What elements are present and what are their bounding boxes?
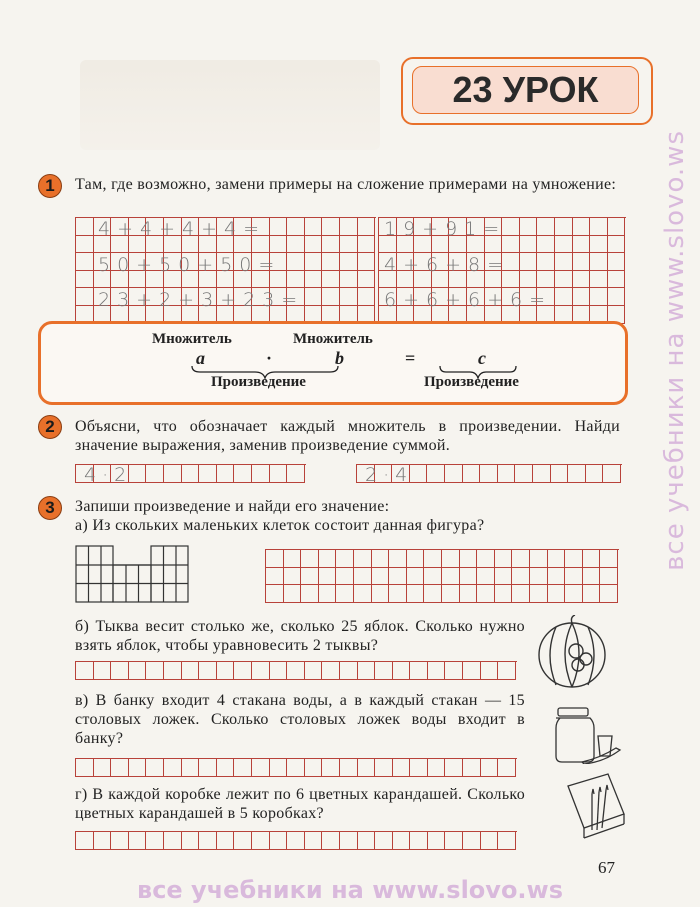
- grid-cell[interactable]: [498, 759, 516, 777]
- grid-cell[interactable]: [463, 465, 481, 483]
- grid-cell[interactable]: [129, 832, 147, 850]
- grid-cell[interactable]: [284, 550, 302, 568]
- grid-cell[interactable]: [164, 759, 182, 777]
- grid-cell[interactable]: [530, 550, 548, 568]
- grid-cell[interactable]: [481, 759, 499, 777]
- grid-cell[interactable]: [600, 550, 618, 568]
- grid-cell[interactable]: [319, 550, 337, 568]
- grid-cell[interactable]: [477, 550, 495, 568]
- task3-d: г) В каждой коробке лежит по 6 цветных карандашей. Сколько цветных карандашей в 5 коробках?: [75, 786, 525, 822]
- grid-cell[interactable]: [234, 759, 252, 777]
- grid-cell[interactable]: [498, 662, 516, 680]
- grid-cell[interactable]: [234, 465, 252, 483]
- rule-factor1: Множитель: [152, 331, 232, 347]
- grid-cell[interactable]: [301, 585, 319, 603]
- grid-cell[interactable]: [530, 585, 548, 603]
- grid-cell[interactable]: [477, 585, 495, 603]
- grid-cell[interactable]: [481, 832, 499, 850]
- grid-cell[interactable]: [428, 832, 446, 850]
- grid-cell[interactable]: [445, 832, 463, 850]
- grid-cell[interactable]: [424, 550, 442, 568]
- grid-cell[interactable]: [217, 759, 235, 777]
- grid-cell[interactable]: [199, 759, 217, 777]
- grid-cell[interactable]: [305, 832, 323, 850]
- page-number: 67: [598, 858, 615, 877]
- grid-cell[interactable]: [252, 832, 270, 850]
- grid-cell[interactable]: [427, 465, 445, 483]
- task1-left-row3: 23+2+3+23=: [98, 289, 305, 311]
- grid-cell[interactable]: [445, 759, 463, 777]
- grid-cell[interactable]: [600, 585, 618, 603]
- grid-cell[interactable]: [301, 550, 319, 568]
- grid-cell[interactable]: [234, 832, 252, 850]
- grid-cell[interactable]: [217, 662, 235, 680]
- grid-cell[interactable]: [94, 832, 112, 850]
- grid-cell[interactable]: [407, 568, 425, 586]
- grid-cell[interactable]: [182, 465, 200, 483]
- grid-cell[interactable]: [603, 465, 621, 483]
- lesson-word: УРОК: [502, 69, 599, 110]
- grid-cell[interactable]: [270, 832, 288, 850]
- grid-cell[interactable]: [445, 465, 463, 483]
- grid-cell[interactable]: [498, 832, 516, 850]
- rule-c: c: [478, 348, 486, 368]
- grid-cell[interactable]: [442, 585, 460, 603]
- task3-intro: Запиши произведение и найди его значение:: [75, 498, 390, 515]
- grid-cell[interactable]: [463, 662, 481, 680]
- grid-cell[interactable]: [287, 759, 305, 777]
- grid-cell[interactable]: [498, 465, 516, 483]
- grid-cell[interactable]: [460, 568, 478, 586]
- rule-b: b: [335, 348, 344, 368]
- grid-cell[interactable]: [217, 832, 235, 850]
- grid-cell[interactable]: [305, 662, 323, 680]
- grid-cell[interactable]: [164, 832, 182, 850]
- grid-cell[interactable]: [354, 585, 372, 603]
- grid-cell[interactable]: [252, 759, 270, 777]
- grid-cell[interactable]: [319, 585, 337, 603]
- grid-cell[interactable]: [565, 585, 583, 603]
- grid-cell[interactable]: [322, 832, 340, 850]
- grid-cell[interactable]: [375, 832, 393, 850]
- grid-cell[interactable]: [336, 568, 354, 586]
- grid-cell[interactable]: [583, 568, 601, 586]
- grid-cell[interactable]: [340, 759, 358, 777]
- grid-cell[interactable]: [305, 759, 323, 777]
- grid-cell[interactable]: [217, 465, 235, 483]
- grid-cell[interactable]: [442, 550, 460, 568]
- grid-cell[interactable]: [424, 568, 442, 586]
- grid-cell[interactable]: [146, 759, 164, 777]
- task2-expr2: 2·4: [365, 464, 414, 486]
- grid-cell[interactable]: [287, 832, 305, 850]
- grid-cell[interactable]: [182, 832, 200, 850]
- task2-text: Объясни, что обозначает каждый множитель в произведении. Найди значение выражения, заменив произведение суммой.: [75, 418, 620, 454]
- grid-cell[interactable]: [266, 550, 284, 568]
- pencil-box-illustration: [566, 770, 626, 840]
- grid-cell[interactable]: [481, 662, 499, 680]
- grid-cell[interactable]: [372, 550, 390, 568]
- grid-cell[interactable]: [372, 585, 390, 603]
- grid-cell[interactable]: [252, 662, 270, 680]
- grid-cell[interactable]: [495, 585, 513, 603]
- grid-cell[interactable]: [480, 465, 498, 483]
- watermark-bottom: все учебники на www.slovo.ws: [137, 876, 563, 904]
- grid-cell[interactable]: [372, 568, 390, 586]
- rule-product1: Произведение: [211, 374, 306, 390]
- rule-a: a: [196, 348, 205, 368]
- grid-cell[interactable]: [358, 832, 376, 850]
- rule-dot: ·: [266, 348, 273, 368]
- grid-cell[interactable]: [548, 568, 566, 586]
- grid-cell[interactable]: [375, 662, 393, 680]
- grid-cell[interactable]: [495, 568, 513, 586]
- grid-cell[interactable]: [600, 568, 618, 586]
- grid-cell[interactable]: [512, 568, 530, 586]
- grid-cell[interactable]: [111, 832, 129, 850]
- grid-cell[interactable]: [340, 832, 358, 850]
- grid-cell[interactable]: [287, 662, 305, 680]
- rule-equals: =: [405, 348, 416, 368]
- grid-cell[interactable]: [129, 662, 147, 680]
- grid-cell[interactable]: [445, 662, 463, 680]
- grid-cell[interactable]: [463, 759, 481, 777]
- grid-cell[interactable]: [284, 568, 302, 586]
- grid-cell[interactable]: [146, 832, 164, 850]
- grid-cell[interactable]: [358, 662, 376, 680]
- task3-c: в) В банку входит 4 стакана воды, а в каждый стакан — 15 столовых ложек. Сколько столовых ложек воды входит в банку?: [75, 692, 525, 747]
- grid-cell[interactable]: [266, 585, 284, 603]
- rule-braces: [0, 0, 700, 400]
- lesson-number: 23: [452, 69, 493, 110]
- rule-product2: Произведение: [424, 374, 519, 390]
- grid-cell[interactable]: [199, 465, 217, 483]
- task1-text: Там, где возможно, замени примеры на сложение примерами на умножение:: [75, 176, 617, 193]
- grid-cell[interactable]: [410, 662, 428, 680]
- grid-cell[interactable]: [76, 832, 94, 850]
- grid-cell[interactable]: [565, 550, 583, 568]
- grid-cell[interactable]: [322, 759, 340, 777]
- grid-cell[interactable]: [393, 662, 411, 680]
- grid-cell[interactable]: [428, 759, 446, 777]
- grid-cell[interactable]: [530, 568, 548, 586]
- task3c-answer-grid[interactable]: [75, 758, 517, 777]
- task3-b: б) Тыква весит столько же, сколько 25 яблок. Сколько нужно взять яблок, чтобы уравновесить 2 тыквы?: [75, 618, 525, 654]
- task3a-answer-grid[interactable]: [265, 549, 619, 603]
- grid-cell[interactable]: [301, 568, 319, 586]
- task1-left-row1: 4+4+4+4=: [98, 218, 267, 240]
- grid-cell[interactable]: [354, 568, 372, 586]
- grid-cell[interactable]: [354, 550, 372, 568]
- grid-cell[interactable]: [94, 759, 112, 777]
- grid-cell[interactable]: [495, 550, 513, 568]
- grid-cell[interactable]: [234, 662, 252, 680]
- pumpkin-illustration: [536, 615, 608, 690]
- grid-cell[interactable]: [336, 585, 354, 603]
- grid-cell[interactable]: [551, 465, 569, 483]
- grid-cell[interactable]: [164, 465, 182, 483]
- grid-cell[interactable]: [548, 585, 566, 603]
- grid-cell[interactable]: [463, 832, 481, 850]
- grid-cell[interactable]: [199, 662, 217, 680]
- grid-cell[interactable]: [252, 465, 270, 483]
- grid-cell[interactable]: [389, 585, 407, 603]
- grid-cell[interactable]: [111, 759, 129, 777]
- grid-cell[interactable]: [146, 465, 164, 483]
- task3-a: а) Из скольких маленьких клеток состоит данная фигура?: [75, 517, 485, 534]
- watermark-side: все учебники на www.slovo.ws: [660, 130, 690, 571]
- grid-cell[interactable]: [319, 568, 337, 586]
- grid-cell[interactable]: [284, 585, 302, 603]
- task2-expr1: 4·2: [84, 464, 133, 486]
- grid-cell[interactable]: [199, 832, 217, 850]
- grid-cell[interactable]: [389, 550, 407, 568]
- grid-cell[interactable]: [407, 585, 425, 603]
- grid-cell[interactable]: [146, 662, 164, 680]
- grid-cell[interactable]: [460, 550, 478, 568]
- grid-cell[interactable]: [424, 585, 442, 603]
- task3b-answer-grid[interactable]: [75, 661, 517, 680]
- grid-cell[interactable]: [515, 465, 533, 483]
- jar-and-glass-illustration: [552, 706, 624, 764]
- grid-cell[interactable]: [583, 585, 601, 603]
- grid-cell[interactable]: [270, 465, 288, 483]
- task1-right-row3: 6+6+6+6=: [384, 289, 553, 311]
- task-number-3: 3: [38, 496, 62, 520]
- grid-cell[interactable]: [111, 662, 129, 680]
- rule-factor2: Множитель: [293, 331, 373, 347]
- grid-cell[interactable]: [428, 662, 446, 680]
- grid-cell[interactable]: [182, 759, 200, 777]
- figure-cells: [75, 545, 190, 603]
- grid-cell[interactable]: [340, 662, 358, 680]
- grid-cell[interactable]: [586, 465, 604, 483]
- grid-cell[interactable]: [129, 759, 147, 777]
- grid-cell[interactable]: [270, 662, 288, 680]
- grid-cell[interactable]: [287, 465, 305, 483]
- grid-cell[interactable]: [410, 759, 428, 777]
- grid-cell[interactable]: [266, 568, 284, 586]
- grid-cell[interactable]: [442, 568, 460, 586]
- grid-cell[interactable]: [389, 568, 407, 586]
- grid-cell[interactable]: [512, 550, 530, 568]
- grid-cell[interactable]: [512, 585, 530, 603]
- grid-cell[interactable]: [460, 585, 478, 603]
- grid-cell[interactable]: [583, 550, 601, 568]
- grid-cell[interactable]: [336, 550, 354, 568]
- grid-cell[interactable]: [76, 759, 94, 777]
- grid-cell[interactable]: [270, 759, 288, 777]
- grid-cell[interactable]: [477, 568, 495, 586]
- grid-cell[interactable]: [410, 832, 428, 850]
- grid-cell[interactable]: [182, 662, 200, 680]
- grid-cell[interactable]: [94, 662, 112, 680]
- grid-cell[interactable]: [568, 465, 586, 483]
- grid-cell[interactable]: [393, 759, 411, 777]
- grid-cell[interactable]: [407, 550, 425, 568]
- task-number-2: 2: [38, 415, 62, 439]
- grid-cell[interactable]: [393, 832, 411, 850]
- grid-cell[interactable]: [548, 550, 566, 568]
- task1-right-row2: 4+6+8=: [384, 254, 511, 276]
- task3d-answer-grid[interactable]: [75, 831, 517, 850]
- grid-cell[interactable]: [565, 568, 583, 586]
- grid-cell[interactable]: [164, 662, 182, 680]
- grid-cell[interactable]: [322, 662, 340, 680]
- task1-left-row2: 50+50+50=: [98, 254, 282, 276]
- grid-cell[interactable]: [76, 662, 94, 680]
- grid-cell[interactable]: [358, 759, 376, 777]
- grid-cell[interactable]: [533, 465, 551, 483]
- grid-cell[interactable]: [375, 759, 393, 777]
- task-number-1: 1: [38, 174, 62, 198]
- task1-right-row1: 19+91=: [384, 218, 507, 240]
